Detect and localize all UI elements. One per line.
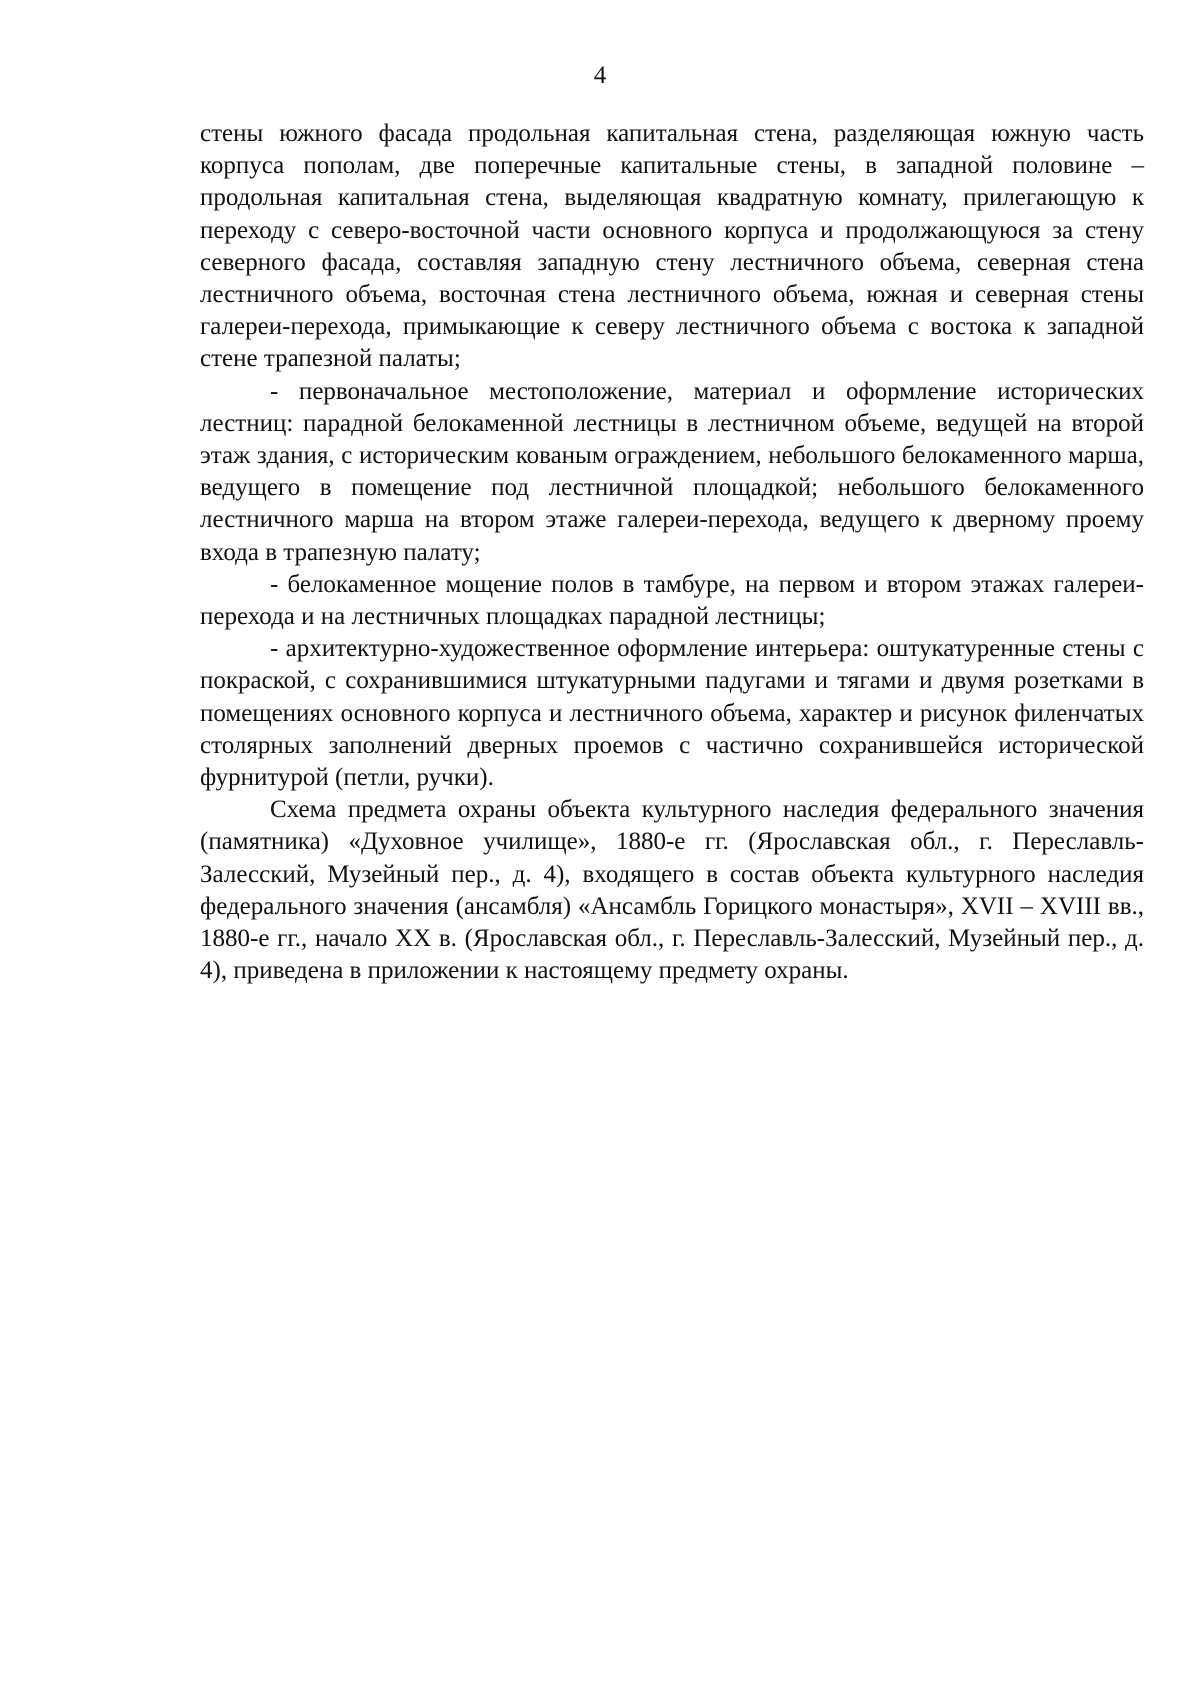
paragraph-interior-decoration: - архитектурно-художественное оформление интерьера: оштукатуренные стены с покраской, с сохранившимися штукатурными падугами и тягами и двумя розетками в помещениях основного корпуса и лестничного объема, характер и рисунок филенчатых столярных заполнений дверных проемов с частично сохранившейся исторической фурнитурой (петли, ручки). bbox=[200, 635, 1144, 792]
paragraph-historic-stairs: - первоначальное местоположение, материал и оформление исторических лестниц: парадной белокаменной лестницы в лестничном объеме, ведущей на второй этаж здания, с историческим кованым ограждением, небольшого белокаменного марша, ведущего в помещение под лестничной площадкой; небольшого белокаменного лестничного марша на втором этаже галереи-перехода, ведущего к дверному проему входа в трапезную палату; bbox=[200, 377, 1144, 566]
paragraph-continuation-walls: стены южного фасада продольная капитальная стена, разделяющая южную часть корпуса пополам, две поперечные капитальные стены, в западной половине – продольная капитальная стена, выделяющая квадратную комнату, прилегающую к переходу с северо-восточной части основного корпуса и продолжающуюся за стену северного фасада, составляя западную стену лестничного объема, северная стена лестничного объема, восточная стена лестничного объема, южная и северная стены галереи-перехода, примыкающие к северу лестничного объема с востока к западной стене трапезной палаты; bbox=[200, 120, 1144, 373]
page-number: 4 bbox=[593, 62, 607, 89]
document-body bbox=[200, 118, 1144, 987]
paragraph-scheme-reference: Схема предмета охраны объекта культурного наследия федерального значения (памятника) «Духовное училище», 1880-е гг. (Ярославская обл., г. Переславль-Залесский, Музейный пер., д. 4), входящего в состав объекта культурного наследия федерального значения (ансамбля) «Ансамбль Горицкого монастыря», XVII – XVIII вв., 1880-е гг., начало XX в. (Ярославская обл., г. Переславль-Залесский, Музейный пер., д. 4), приведена в приложении к настоящему предмету охраны. bbox=[200, 796, 1144, 985]
paragraph-stone-paving: - белокаменное мощение полов в тамбуре, на первом и втором этажах галереи-перехода и на лестничных площадках парадной лестницы; bbox=[200, 570, 1144, 631]
